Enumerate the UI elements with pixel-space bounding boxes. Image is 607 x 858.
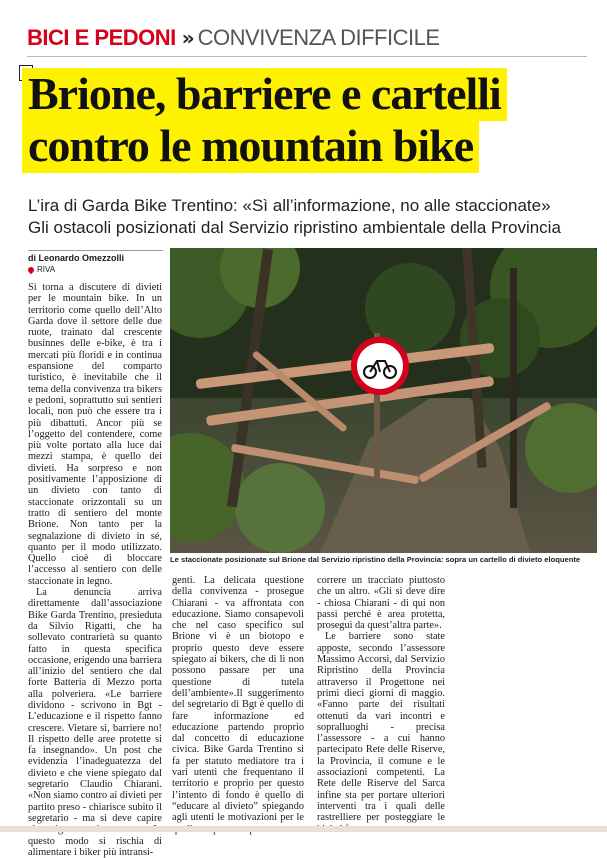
subheadline-line-2: Gli ostacoli posizionati dal Servizio ripristino ambientale della Provincia (28, 218, 561, 237)
headline-line-1: Brione, barriere e cartelli (22, 68, 507, 121)
article-photo (170, 248, 597, 553)
kicker-section: BICI E PEDONI (27, 25, 176, 50)
headline (22, 68, 597, 172)
section-kicker (27, 20, 587, 57)
column-3-paragraph-1: correre un tracciato piuttosto che un altro. «Gli si deve dire - chiosa Chiarani - di qui non passi perché è area protetta, prosegui da quest’altra parte». (317, 575, 445, 632)
column-1-paragraph-2: La denuncia arriva direttamente dall’associazione Bike Garda Trentino, presieduta da Silvio Rigatti, che ha sollevato contrarietà su quanto fatto in questa specifica occasione, erigendo una barriera all’inizio del sentiero che dal forte Batteria di Mezzo porta alla polveriera. «Le barriere dividono - scrivono in Bgt - L’educazione e il rispetto fanno crescere. Vietare sì, barriere no! Il rispetto delle aree protette si fa insegnando». Un post che evidenzia l’inadeguatezza del divieto e che viene spiegato dal segretario Claudio Chiarani. «Non siamo contro ai divieti per partito preso - chiarisce subito il segretario - ma si deve capire questo modo si rischia di alimentare i biker più intransi- (28, 587, 162, 858)
column-3 (317, 575, 445, 835)
no-bike-sign (354, 340, 406, 392)
column-1 (28, 282, 162, 858)
photo-caption: Le staccionate posizionate sul Brione dal Servizio ripristino della Provincia: sopra un cartello di divieto eloquente (170, 555, 581, 564)
byline (28, 250, 163, 275)
chevron-right-icon: » (181, 26, 192, 50)
kicker-topic: CONVIVENZA DIFFICILE (197, 25, 440, 50)
column-1-paragraph-1: Si torna a discutere di divieti per le mountain bike. In un territorio come quello dell’Alto Garda dove il settore delle due ruote, trainato dal crescente businnes delle e-bike, è tra i mercati più floridi e in continua espansione del comparto turistico, è inevitabile che il tema della convivenza tra bikers e pedoni, soprattutto sui sentieri locali, non può che essere tra i più dibattuti. Ancor più se l’oggetto del contendere, come più volte portato alla luce dai mezzi stampa, è quello dei divieti. Ha sorpreso e non positivamente l’apposizione di un divieto con tanto di staccionate orizzontali su un tratto di sentiero del monte Brione. Non tanto per la segnalazione di divieto in sé, quanto per il modo utilizzato. Quello cioè di bloccare l’accesso al sentiero con delle staccionate in legno. (28, 282, 162, 587)
column-2-paragraph-1: genti. La delicata questione della convivenza - prosegue Chiarani - va affrontata con educazione. Siamo consapevoli che nel caso specifico sul Brione vi è un biotopo e proprio questo deve essere spiegato ai bikers, che di lì non possono passare per una questione di tutela dell’ambiente».Il suggerimento del segretario di Bgt è quello di fare informazione ed educazione partendo proprio dal concetto di educazione civica. Bike Garda Trentino si fa per statuto mediatore tra i vari utenti che frequentano il territorio e proprio per questo l’intento di fondo è quello di “educare al divieto” spiegando agli utenti le motivazioni per le (172, 575, 304, 824)
subheadline-line-1: L’ira di Garda Bike Trentino: «Sì all’informazione, no alle staccionate» (28, 196, 551, 215)
byline-author: di Leonardo Omezzolli (28, 253, 125, 263)
headline-line-2: contro le mountain bike (22, 120, 479, 173)
page-footer-strip (0, 826, 607, 832)
photo-illustration (170, 248, 597, 553)
byline-place-label: RIVA (37, 265, 56, 274)
column-2 (172, 575, 304, 835)
byline-place (28, 264, 163, 275)
subheadline (28, 195, 598, 239)
location-pin-icon (27, 265, 35, 273)
column-3-paragraph-2: Le barriere sono state apposte, secondo l’assessore Massimo Accorsi, dal Servizio Ripristino della Provincia attraverso il Progettone nei primi dieci giorni di maggio. «Fanno parte dei risultati ottenuti da vari incontri e sopralluoghi - precisa l’assessore - a cui hanno partecipato Rete delle Riserve, la Provincia, il comune e le associazioni competenti. La Rete delle Riserve del Sarca infine sta per portare ulteriori interventi tra i quali delle rastrelliere per posteggiare le (317, 631, 445, 824)
